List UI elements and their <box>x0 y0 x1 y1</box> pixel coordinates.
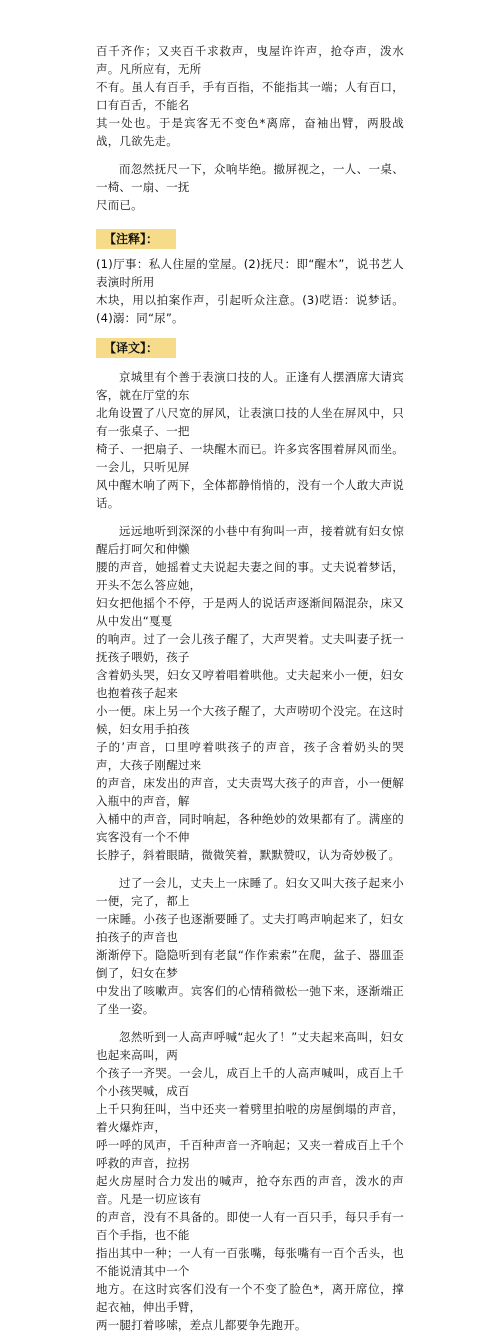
translation-heading: 【译文】： <box>96 338 176 358</box>
text-line: 风中醒木响了两下，全体都静悄悄的，没有一个人敢大声说话。 <box>96 478 404 510</box>
text-line: 其一处也。于是宾客无不变色*离席，奋袖出臂，两股战战，几欲先走。 <box>96 116 404 148</box>
text-line: 指出其中一种；一人有一百张嘴，每张嘴有一百个舌头，也不能说清其中一个 <box>96 1246 404 1278</box>
text-line: 忽然听到一人高声呼喊“起火了！”丈夫起来高叫，妇女也起来高叫，两 <box>96 1030 404 1062</box>
translation-paragraph-2 <box>96 522 404 864</box>
original-text-paragraph-1 <box>96 42 404 150</box>
text-line: 的响声。过了一会儿孩子醒了，大声哭着。丈夫叫妻子抚一抚孩子喂奶，孩子 <box>96 632 404 664</box>
text-line: 一床睡。小孩子也逐渐要睡了。丈夫打鸣声响起来了，妇女拍孩子的声音也 <box>96 912 404 944</box>
text-line: 两一腿打着哆嗦，差点儿都要争先跑开。 <box>96 1318 307 1332</box>
original-text-paragraph-2 <box>96 160 404 214</box>
text-line: 呼一呼的风声，千百种声音一齐响起；又夹一着成百上千个呼救的声音，拉拐 <box>96 1138 404 1170</box>
text-line: 妇女把他摇个不停，于是两人的说话声逐渐间隔混杂，床又从中发出“戛戛 <box>96 596 404 628</box>
text-line: 百千齐作；又夹百千求救声，曳屋许许声，抢夺声，泼水声。凡所应有，无所 <box>96 44 404 76</box>
text-line: 腰的声音，她摇着丈夫说起夫妻之间的事。丈夫说着梦话，开头不怎么答应她， <box>96 560 404 592</box>
text-line: 个孩子一齐哭。一会儿，成百上千的人高声喊叫，成百上千个小孩哭喊，成百 <box>96 1066 404 1098</box>
translation-paragraph-3 <box>96 874 404 1018</box>
text-line: 长脖子，斜着眼睛，微微笑着，默默赞叹，认为奇妙极了。 <box>96 848 401 862</box>
text-line: 起火房屋时合力发出的喊声，抢夺东西的声音，泼水的声音。凡是一切应该有 <box>96 1174 404 1206</box>
text-line: 椅子、一把扇子、一块醒木而已。许多宾客围着屏风而坐。一会儿，只听见屏 <box>96 442 404 474</box>
text-line: 北角设置了八尺宽的屏风，让表演口技的人坐在屏风中，只有一张桌子、一把 <box>96 406 404 438</box>
text-line: (1)厅事：私人住屋的堂屋。(2)抚尺：即“醒木”，说书艺人表演时所用 <box>96 257 404 289</box>
text-line: 木块，用以拍案作声，引起听众注意。(3)呓语：说梦话。(4)溺：同“尿”。 <box>96 293 404 325</box>
text-line: 含着奶头哭，妇女又哼着唱着哄他。丈夫起来小一便，妇女也抱着孩子起来 <box>96 668 404 700</box>
translation-paragraph-4 <box>96 1028 404 1334</box>
notes-heading: 【注释】： <box>96 229 176 249</box>
text-line: 的声音，床发出的声音，丈夫责骂大孩子的声音，小一便解入瓶中的声音，解 <box>96 776 404 808</box>
text-line: 过了一会儿，丈夫上一床睡了。妇女又叫大孩子起来小一便，完了，都上 <box>96 876 404 908</box>
text-line: 子的’声音，口里哼着哄孩子的声音，孩子含着奶头的哭声，大孩子刚醒过来 <box>96 740 404 772</box>
text-line: 中发出了咳嗽声。宾客们的心情稍微松一弛下来，逐渐端正了坐一姿。 <box>96 984 404 1016</box>
text-line: 尺而已。 <box>96 198 143 212</box>
text-line: 而忽然抚尺一下，众响毕绝。撤屏视之，一人、一桌、一椅、一扇、一抚 <box>96 162 404 194</box>
text-line: 不有。虽人有百手，手有百指，不能指其一端；人有百口，口有百舌，不能名 <box>96 80 404 112</box>
text-line: 小一便。床上另一个大孩子醒了，大声唠叨个没完。在这时候，妇女用手拍孩 <box>96 704 404 736</box>
text-line: 渐渐停下。隐隐听到有老鼠“作作索索”在爬，盆子、器皿歪倒了，妇女在梦 <box>96 948 404 980</box>
text-line: 京城里有个善于表演口技的人。正逢有人摆酒席大请宾客，就在厅堂的东 <box>96 370 404 402</box>
text-line: 入桶中的声音，同时响起，各种绝妙的效果都有了。满座的宾客没有一个不伸 <box>96 812 404 844</box>
translation-paragraph-1 <box>96 368 404 512</box>
text-line: 地方。在这时宾客们没有一个不变了脸色*，离开席位，撑起衣袖，伸出手臂， <box>96 1282 404 1314</box>
notes-paragraph <box>96 255 404 327</box>
text-line: 上千只狗狂叫，当中还夹一着劈里拍啦的房屋倒塌的声音，着火爆炸声， <box>96 1102 404 1134</box>
text-line: 的声音，没有不具备的。即使一人有一百只手，每只手有一百个手指，也不能 <box>96 1210 404 1242</box>
text-line: 远远地听到深深的小巷中有狗叫一声，接着就有妇女惊醒后打呵欠和伸懒 <box>96 524 404 556</box>
